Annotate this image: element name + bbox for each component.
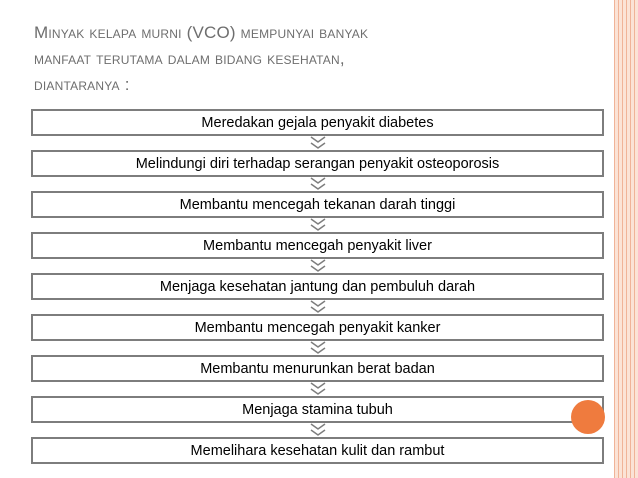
chevron-down-icon <box>31 136 604 150</box>
flow-step-2: Melindungi diri terhadap serangan penyakit osteoporosis <box>31 150 604 177</box>
chevron-down-icon <box>31 177 604 191</box>
flow-step-7: Membantu menurunkan berat badan <box>31 355 604 382</box>
chevron-down-icon <box>31 423 604 437</box>
chevron-down-icon <box>31 259 604 273</box>
flow-step-1: Meredakan gejala penyakit diabetes <box>31 109 604 136</box>
title-line-1: Minyak kelapa murni (VCO) mempunyai banyak <box>34 23 369 42</box>
decorative-circle <box>571 400 605 434</box>
chevron-down-icon <box>31 300 604 314</box>
flow-step-9: Memelihara kesehatan kulit dan rambut <box>31 437 604 464</box>
flow-step-8: Menjaga stamina tubuh <box>31 396 604 423</box>
flow-step-3: Membantu mencegah tekanan darah tinggi <box>31 191 604 218</box>
chevron-down-icon <box>31 341 604 355</box>
title-line-2: manfaat terutama dalam bidang kesehatan, <box>34 49 345 68</box>
decorative-stripe <box>614 0 638 478</box>
benefits-flowchart <box>31 109 604 464</box>
flow-step-5: Menjaga kesehatan jantung dan pembuluh darah <box>31 273 604 300</box>
flow-step-4: Membantu mencegah penyakit liver <box>31 232 604 259</box>
title-line-3: diantaranya : <box>34 75 130 94</box>
chevron-down-icon <box>31 382 604 396</box>
flow-step-6: Membantu mencegah penyakit kanker <box>31 314 604 341</box>
slide-title <box>34 20 594 98</box>
chevron-down-icon <box>31 218 604 232</box>
